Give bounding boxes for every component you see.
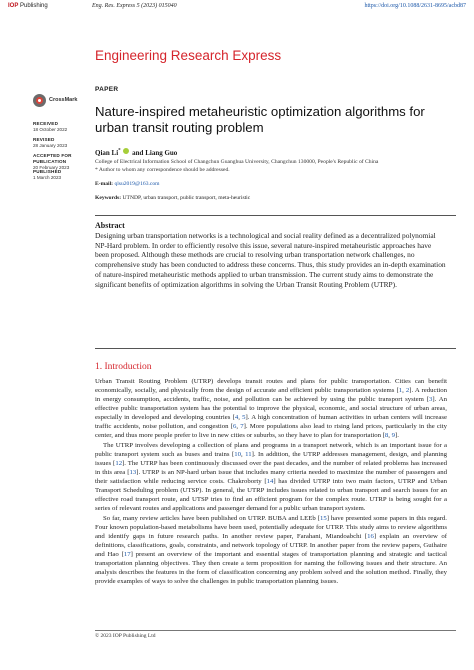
history-revised: REVISED 28 January 2023 bbox=[33, 137, 68, 148]
affiliation-block bbox=[95, 159, 455, 174]
author-first[interactable]: Qian Li bbox=[95, 149, 119, 157]
author-joiner: and bbox=[130, 149, 146, 157]
citation-link[interactable]: 2 bbox=[405, 386, 410, 394]
introduction-body bbox=[95, 378, 447, 588]
keywords-line bbox=[95, 195, 250, 201]
copyright-footer: © 2023 IOP Publishing Ltd bbox=[95, 633, 156, 639]
crossmark-label: CrossMark bbox=[49, 97, 78, 103]
history-published: PUBLISHED 1 March 2023 bbox=[33, 169, 62, 180]
orcid-icon[interactable] bbox=[123, 148, 129, 154]
citation-link[interactable]: 17 bbox=[123, 551, 131, 559]
author-second[interactable]: Liang Guo bbox=[145, 149, 178, 157]
abstract-top-rule bbox=[95, 215, 456, 216]
citation-link[interactable]: 11 bbox=[245, 451, 252, 459]
history-accepted: ACCEPTED FOR PUBLICATION 20 February 2023 bbox=[33, 153, 72, 170]
section-heading-introduction: 1. Introduction bbox=[95, 362, 152, 372]
author-list bbox=[95, 148, 177, 157]
doi-link[interactable]: https://doi.org/10.1088/2631-8695/acbd87 bbox=[364, 3, 466, 9]
citation-link[interactable]: 15 bbox=[319, 515, 327, 523]
section-label: PAPER bbox=[95, 86, 119, 93]
citation-link[interactable]: 3 bbox=[429, 395, 433, 403]
crossmark-icon bbox=[33, 94, 46, 107]
citation-link[interactable]: 13 bbox=[129, 469, 137, 477]
corresponding-mark: * bbox=[118, 148, 121, 154]
citation-link[interactable]: 12 bbox=[115, 460, 123, 468]
citation-link[interactable]: 7 bbox=[240, 422, 244, 430]
paragraph-2: The UTRP involves developing a collection of plans and programs in a transport network, which is an important issue for a public transport system such as buses and trains [10, 11]. In addition, the UTRP addresses management, design, and planning issues [12]. The UTRP has been continuously discussed over the past decades, and the number of related problems has increased in this area [13]. UTRP is an NP-hard urban issue that includes many criteria needed to maximize the number of passengers and their satisfaction while reducing service costs. Chakroborty [14] has divided UTRP into two main factors, UTRP and Urban Transport Scheduling problem (UTSP). In general, the UTRP includes issues related to urban transport and search issues for an effective road transport route, and UTSP tries to find an efficient program for the complex route. UTRP is being sought for a series of relevant routes and applications and passenger demand for a public urban transport system. bbox=[95, 442, 447, 512]
article-title: Nature-inspired metaheuristic optimization algorithms for urban transit routing problem bbox=[95, 104, 425, 135]
affiliation: College of Electrical Information School of Changchun Guanghua University, Changchun 130000, People's Republic of China bbox=[95, 159, 379, 165]
keywords-label: Keywords: bbox=[95, 195, 122, 201]
correspondence-note: * Author to whom any correspondence should be addressed. bbox=[95, 166, 230, 173]
email-link[interactable]: qlsu2019@163.com bbox=[114, 181, 160, 187]
abstract-heading: Abstract bbox=[95, 221, 125, 230]
abstract-bottom-rule bbox=[95, 348, 456, 349]
paragraph-1: Urban Transit Routing Problem (UTRP) develops transit routes and plans for public transportation. Cities can benefit economically, socially, and physically from the design of accurate and efficient public transportation systems [1, 2]. A reduction in energy consumption, accidents, traffic, noise, and pollution can be achieved by using the public transport system [3]. An effective public transportation system has the potential to improve the physical, economic, and social structure of urban areas, especially in developed and developing countries [4, 5]. A high concentration of human activities in urban centers will increase traffic accidents, noise pollution, and congestion [6, 7]. More populations also lead to rising land prices, particularly in the city center, and thus more people prefer to live in new cities or suburbs, so they have to plan for transportation [8, 9]. bbox=[95, 378, 448, 439]
abstract-body: Designing urban transportation networks is a technological and social reality defined as a decentralized polynomial NP-Hard problem. In order to efficiently resolve this issue, several nature-inspired metaheuristic approaches have been proposed. Although these methods are crucial to resolving urban transportation network challenges, no comprehensive study has been conducted to address these concerns. Thus, this study provides an in-depth examination of nature-inspired metaheuristic methods applied to urban transmission. The current study aims to demonstrate the significant benefits of optimization algorithms in solving the Urban Transit Routing Problem (UTRP). bbox=[95, 231, 446, 289]
citation-link[interactable]: 6 bbox=[232, 422, 237, 430]
email-line bbox=[95, 181, 160, 187]
crossmark-badge[interactable] bbox=[33, 93, 81, 107]
journal-citation: Eng. Res. Express 5 (2023) 015040 bbox=[92, 3, 177, 9]
citation-link[interactable]: 14 bbox=[266, 477, 274, 485]
footer-rule bbox=[95, 630, 456, 631]
email-label: E-mail: bbox=[95, 181, 114, 187]
publisher-logo: IOP Publishing bbox=[8, 3, 48, 9]
citation-link[interactable]: 10 bbox=[234, 451, 241, 459]
paragraph-3: So far, many review articles have been published on UTRP. BUBA and LEEb [15] have presented some papers in this regard. Four known population-based metabolisms have been used, potentially adequate for UTRP. This study aims to review algorithms and identify gaps in future research paths. In another review paper, Farahani, Miandoabchi [16] explain an overview of definitions, classifications, goals, constraints, and network topology of UTRP. In another paper from the review papers, Guihaire and Hao [17] present an overview of the important and essential stages of transportation planning and strategic and tactical transportation planning objectives. They then create a term proposition for naming the following issues and their structure. An analysis describes the features in the form of classification concerning any problem solved and the solution method. Finally, they provide examples of ways to solve the challenges in public transportation planning issues. bbox=[95, 515, 447, 585]
keywords-value: UTNDP, urban transport, public transport, meta-heuristic bbox=[122, 195, 251, 201]
citation-link[interactable]: 5 bbox=[242, 413, 246, 421]
citation-link[interactable]: 9 bbox=[391, 431, 396, 439]
journal-name[interactable]: Engineering Research Express bbox=[95, 48, 282, 63]
citation-link[interactable]: 16 bbox=[367, 533, 374, 541]
citation-link[interactable]: 4 bbox=[234, 413, 239, 421]
history-received: RECEIVED 18 October 2022 bbox=[33, 121, 68, 132]
citation-link[interactable]: 1 bbox=[398, 386, 403, 394]
citation-link[interactable]: 8 bbox=[384, 431, 389, 439]
